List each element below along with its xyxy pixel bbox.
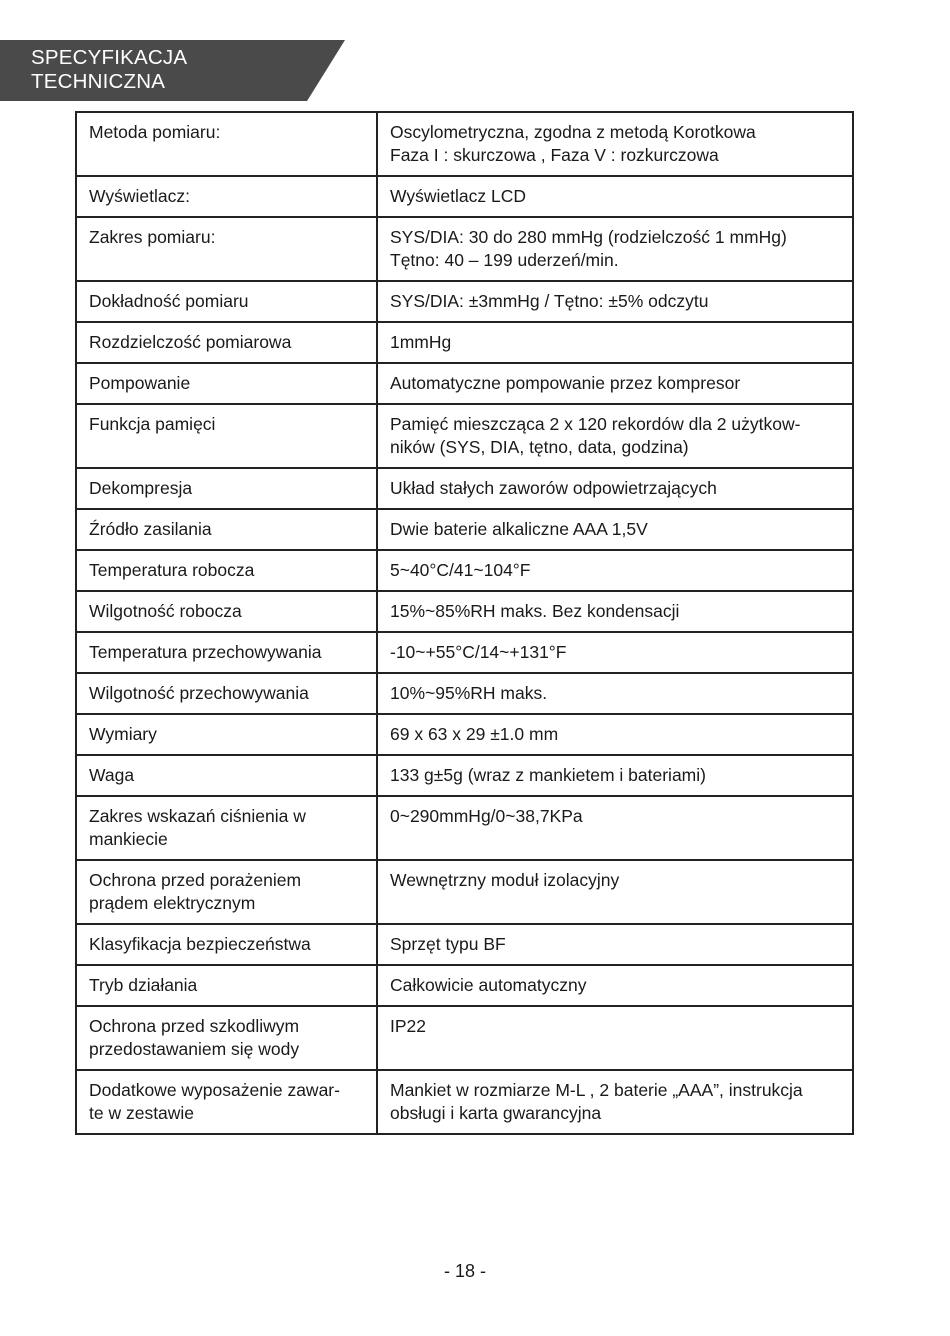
spec-label-cell [76,673,377,714]
table-row [76,714,853,755]
spec-label-cell [76,404,377,468]
spec-value-cell [377,632,853,673]
spec-value-cell [377,468,853,509]
spec-value-cell [377,363,853,404]
spec-label-cell [76,591,377,632]
spec-value: Pamięć mieszcząca 2 x 120 rekordów dla 2 użytkow- ników (SYS, DIA, tętno, data, godzina) [390,414,801,457]
spec-value-cell [377,404,853,468]
spec-value-cell [377,217,853,281]
spec-value: 0~290mmHg/0~38,7KPa [390,806,583,826]
spec-label-cell [76,322,377,363]
table-row [76,796,853,860]
table-row [76,965,853,1006]
spec-value-cell [377,112,853,176]
spec-label: Funkcja pamięci [89,414,216,434]
spec-label: Wilgotność robocza [89,601,242,621]
spec-value-cell [377,924,853,965]
spec-label: Metoda pomiaru: [89,122,221,142]
spec-label: Dekompresja [89,478,193,498]
spec-value-cell [377,1006,853,1070]
table-row [76,176,853,217]
spec-label-cell [76,468,377,509]
spec-label: Zakres wskazań ciśnienia w mankiecie [89,806,306,849]
spec-label: Klasyfikacja bezpieczeństwa [89,934,311,954]
spec-value-cell [377,591,853,632]
table-row [76,550,853,591]
table-row [76,673,853,714]
table-row [76,1006,853,1070]
table-row [76,924,853,965]
spec-value: 133 g±5g (wraz z mankietem i bateriami) [390,765,706,785]
spec-value: Wyświetlacz LCD [390,186,526,206]
spec-value-cell [377,509,853,550]
spec-value-cell [377,1070,853,1134]
spec-value-cell [377,673,853,714]
spec-value: Mankiet w rozmiarze M-L , 2 baterie „AAA”, instrukcja obsługi i karta gwarancyjna [390,1080,803,1123]
spec-label-cell [76,1006,377,1070]
table-row [76,112,853,176]
spec-value: 10%~95%RH maks. [390,683,548,703]
spec-value-cell [377,550,853,591]
table-row [76,468,853,509]
spec-label-cell [76,281,377,322]
spec-value: 1mmHg [390,332,452,352]
spec-label: Dokładność pomiaru [89,291,249,311]
spec-label-cell [76,860,377,924]
spec-label: Dodatkowe wyposażenie zawar- te w zestawie [89,1080,340,1123]
spec-label-cell [76,924,377,965]
spec-value-cell [377,796,853,860]
spec-value: 5~40°C/41~104°F [390,560,531,580]
spec-label-cell [76,509,377,550]
spec-table [75,111,854,1135]
page-title: SPECYFIKACJA TECHNICZNA [31,46,188,93]
spec-value-cell [377,281,853,322]
spec-label: Temperatura robocza [89,560,255,580]
spec-label-cell [76,112,377,176]
table-row [76,404,853,468]
table-row [76,363,853,404]
spec-label-cell [76,714,377,755]
spec-label: Wilgotność przechowywania [89,683,309,703]
spec-value: Wewnętrzny moduł izolacyjny [390,870,620,890]
spec-value: -10~+55°C/14~+131°F [390,642,567,662]
spec-label: Wymiary [89,724,157,744]
table-row [76,632,853,673]
table-row [76,591,853,632]
spec-label: Źródło zasilania [89,519,212,539]
spec-label: Ochrona przed szkodliwym przedostawaniem się wody [89,1016,300,1059]
spec-value: Sprzęt typu BF [390,934,506,954]
spec-label-cell [76,796,377,860]
spec-value-cell [377,755,853,796]
spec-value: Całkowicie automatyczny [390,975,587,995]
spec-label: Pompowanie [89,373,191,393]
spec-value-cell [377,176,853,217]
spec-label-cell [76,363,377,404]
spec-value: SYS/DIA: ±3mmHg / Tętno: ±5% odczytu [390,291,709,311]
table-row [76,281,853,322]
table-row [76,755,853,796]
spec-label: Temperatura przechowywania [89,642,322,662]
spec-value-cell [377,322,853,363]
spec-label: Waga [89,765,135,785]
spec-value: IP22 [390,1016,426,1036]
table-row [76,860,853,924]
spec-value: Dwie baterie alkaliczne AAA 1,5V [390,519,648,539]
spec-label: Ochrona przed porażeniem prądem elektrycznym [89,870,302,913]
table-row [76,217,853,281]
spec-value-cell [377,714,853,755]
spec-label-cell [76,176,377,217]
spec-value: 69 x 63 x 29 ±1.0 mm [390,724,559,744]
spec-label-cell [76,217,377,281]
spec-value: 15%~85%RH maks. Bez kondensacji [390,601,680,621]
spec-value: SYS/DIA: 30 do 280 mmHg (rodzielczość 1 mmHg) Tętno: 40 – 199 uderzeń/min. [390,227,787,270]
spec-value: Układ stałych zaworów odpowietrzających [390,478,717,498]
spec-value-cell [377,965,853,1006]
spec-label: Wyświetlacz: [89,186,190,206]
table-row [76,1070,853,1134]
spec-value-cell [377,860,853,924]
spec-value: Automatyczne pompowanie przez kompresor [390,373,741,393]
spec-value: Oscylometryczna, zgodna z metodą Korotkowa Faza I : skurczowa , Faza V : rozkurczowa [390,122,756,165]
table-row [76,322,853,363]
spec-label-cell [76,755,377,796]
table-row [76,509,853,550]
spec-label: Rozdzielczość pomiarowa [89,332,292,352]
page-number: - 18 - [443,1261,486,1281]
spec-label-cell [76,550,377,591]
spec-label-cell [76,965,377,1006]
spec-label: Zakres pomiaru: [89,227,216,247]
spec-label-cell [76,1070,377,1134]
spec-label-cell [76,632,377,673]
spec-label: Tryb działania [89,975,198,995]
